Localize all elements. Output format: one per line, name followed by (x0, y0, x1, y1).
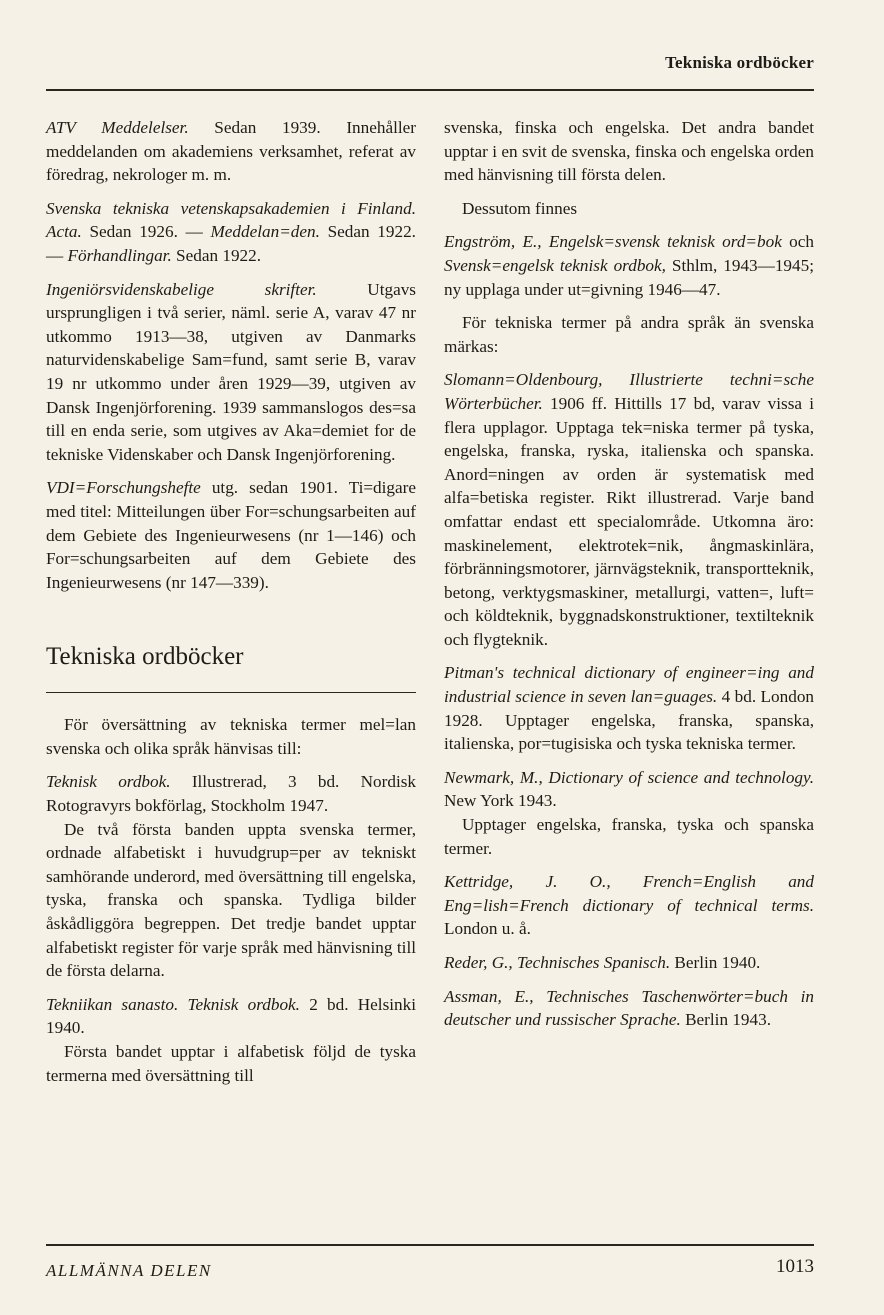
entry-title: Assman, E., Technisches Taschenwörter=buch in deutscher und russischer Sprache. (444, 986, 814, 1030)
entry-title: Kettridge, J. O., French=English and Eng=lish=French dictionary of technical terms. (444, 872, 814, 915)
section-intro: För översättning av tekniska termer mel=lan svenska och olika språk hänvisas till: (46, 715, 416, 758)
entry-text: Utgavs ursprungligen i två serier, näml. serie A, varav 47 nr utkommo 1913—38, utgiven av Danmarks naturvidenskabelige Sam=fund, samt serie B, varav 19 nr utkommo under åren 1929—39, utgiven av Dansk Ingenjörforening. 1939 sammanslogos des=sa till en enda serie, som utgives av Aka=demiet for de tekniske Videnskaber och Dansk Ingenjörforening. (46, 279, 416, 464)
entry-text: Illustrerad, 3 bd. Nordisk Rotogravyrs bokförlag, Stockholm 1947. (46, 772, 416, 816)
bib-entry (444, 766, 814, 860)
entry-text: 1906 ff. Hittills 17 bd, varav vissa i flera upplagor. Upptaga tek=niska termer på tyska, engelska, franska, ryska, italienska och spanska. Anord=ningen av orden är systematisk med alfa=betiska register. Rikt illustrerad. Varje band omfattar endast ett specialområde. Utkomna äro: maskinelement, elektrotek=nik, ångmaskinlära, förbränningsmotorer, järnvägsteknik, transportteknik, betong, verktygsmaskiner, metallurgi, vatten=, luft= och köldteknik, byggnadskonstruktioner, textilteknik och flygteknik. (444, 393, 814, 649)
entry-text: Sedan 1922. — (46, 222, 416, 265)
entry-title: Tekniikan sanasto. Teknisk ordbok. (46, 994, 300, 1014)
entry-title: Förhandlingar. (67, 245, 172, 265)
entry-text: New York 1943. (444, 791, 557, 811)
entry-text: Berlin 1943. (680, 1010, 772, 1030)
entry-description: Upptager engelska, franska, tyska och spanska termer. (444, 815, 814, 858)
entry-title: Teknisk ordbok. (46, 772, 171, 792)
entry-title: Engström, E., Engelsk=svensk teknisk ord=bok (444, 232, 782, 252)
bib-entry (46, 197, 416, 268)
page-number: 1013 (776, 1256, 814, 1277)
running-header: Tekniska ordböcker (665, 53, 814, 72)
entry-title: Ingeniörsvidenskabelige skrifter. (46, 279, 317, 299)
entry-text: utg. sedan 1901. Ti=digare med titel: Mitteilungen über For=schungsarbeiten auf dem Gebiete des Ingenieurwesens (nr 1—146) och For=schungsarbeiten auf dem Gebiete des Ingenieurwesens (nr 147—339). (46, 478, 416, 592)
bib-entry (46, 993, 416, 1087)
bib-entry (444, 985, 814, 1032)
entry-title: Meddelan=den. (210, 222, 320, 242)
entry-text: och (781, 232, 815, 252)
entry-text: 2 bd. Helsinki 1940. (46, 994, 416, 1038)
entry-title: Svenska tekniska vetenskapsakademien i Finland. Acta. (46, 198, 416, 242)
bib-entry (444, 951, 814, 975)
bib-entry (444, 870, 814, 941)
entry-title: ATV Meddelelser. (46, 118, 189, 137)
bib-entry (444, 661, 814, 755)
footer-section-name: ALLMÄNNA DELEN (46, 1261, 212, 1280)
right-column (444, 116, 814, 1042)
bib-entry (46, 116, 416, 187)
entry-title: Newmark, M., Dictionary of science and technology. (444, 767, 814, 787)
entry-title: Pitman's technical dictionary of engineer=ing and industrial science in seven lan=guages. (444, 663, 814, 707)
entry-text: 4 bd. London 1928. Upptager engelska, franska, spanska, italienska, por=tugisiska och tyska tekniska termer. (444, 687, 815, 754)
entry-title: Reder, G., Technisches Spanisch. (444, 953, 671, 972)
section-rule (46, 692, 416, 693)
paragraph: Dessutom finnes (462, 198, 578, 218)
entry-title: VDI=Forschungshefte (46, 478, 201, 498)
left-column (46, 116, 416, 1097)
entry-description: De två första banden uppta svenska termer, ordnade alfabetiskt i huvudgrup=per av tekniskt samhörande underord, med översättning till engelska, tyska, franska och spanska. Tydliga bilder åskådliggöra begreppen. Det tredje bandet upptar alfabetiskt register för varje språk med hänvisning till de första delarna. (46, 819, 416, 981)
section-heading: Tekniska ordböcker (46, 643, 244, 671)
bib-entry (444, 368, 814, 651)
paragraph: För tekniska termer på andra språk än svenska märkas: (444, 313, 814, 356)
bib-entry (444, 230, 814, 301)
footer-rule (46, 1244, 814, 1246)
entry-text: Sthlm, 1943—1945; ny upplaga under ut=givning 1946—47. (444, 255, 814, 299)
entry-title: Svensk=engelsk teknisk ordbok, (444, 255, 666, 275)
header-rule (46, 89, 814, 91)
entry-title: Slomann=Oldenbourg, Illustrierte techni=sche Wörterbücher. (444, 370, 814, 413)
entry-description: Första bandet upptar i alfabetisk följd de tyska termerna med översättning till (46, 1042, 416, 1085)
entry-text: London u. å. (444, 919, 531, 939)
bib-entry (46, 770, 416, 982)
entry-text: Sedan 1922. (171, 245, 262, 265)
entry-text: Sedan 1926. — (81, 222, 211, 242)
bib-entry (46, 278, 416, 467)
bib-entry (46, 476, 416, 594)
entry-text: Sedan 1939. Innehåller meddelanden om akademiens verksamhet, referat av föredrag, nekrologer m. m. (46, 118, 416, 185)
continued-paragraph: svenska, finska och engelska. Det andra bandet upptar i en svit de svenska, finska och engelska orden med hänvisning till första delen. (444, 118, 814, 185)
entry-text: Berlin 1940. (670, 953, 761, 972)
